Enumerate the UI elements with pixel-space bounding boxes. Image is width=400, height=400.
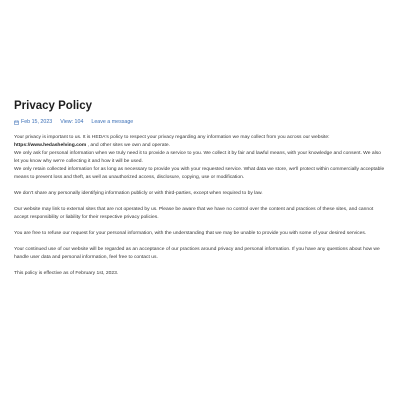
paragraph-sharing: We don't share any personally identifying information publicly or with third-parties, except when required to by law.	[14, 191, 263, 196]
post-meta	[14, 119, 387, 126]
page-title: Privacy Policy	[14, 100, 92, 112]
policy-content	[14, 134, 387, 278]
post-date	[14, 119, 52, 126]
intro-text-end: , and other sites we own and operate.	[86, 143, 170, 148]
paragraph-intro	[14, 134, 387, 150]
calendar-icon	[14, 120, 19, 125]
paragraph-effective-date: This policy is effective as of February 1st, 2023.	[14, 271, 119, 276]
website-link[interactable]: https://www.hedashelving.com	[14, 143, 87, 148]
paragraph-collection: We only ask for personal information when we truly need it to provide a service to you. We collect it by fair and lawful means, with your knowledge and consent. We also let you know why we're collecting it and how it will be used.	[14, 151, 381, 164]
intro-text: Your privacy is important to us. It is HEDA's policy to respect your privacy regarding any information we may collect from you across our website:	[14, 135, 330, 140]
view-count: View: 104	[60, 119, 84, 125]
paragraph-acceptance: Your continued use of our website will be regarded as an acceptance of our practices around privacy and personal information. If you have any questions about how we handle user data and personal information, feel free to contact us.	[14, 247, 380, 260]
post-date-text: Feb 15, 2023	[21, 119, 53, 125]
leave-message-link[interactable]: Leave a message	[91, 119, 134, 125]
paragraph-external-links: Our website may link to external sites that are not operated by us. Please be aware that we have no control over the content and practices of these sites, and cannot accept responsibility or liability for their respective privacy policies.	[14, 207, 374, 220]
article	[14, 99, 387, 278]
paragraph-retention: We only retain collected information for as long as necessary to provide you with your requested service. What data we store, we'll protect within commercially acceptable means to prevent loss and theft, as well as unauthorized access, disclosure, copying, use or modification.	[14, 167, 385, 180]
paragraph-refusal: You are free to refuse our request for your personal information, with the understanding that we may be unable to provide you with some of your desired services.	[14, 231, 367, 236]
